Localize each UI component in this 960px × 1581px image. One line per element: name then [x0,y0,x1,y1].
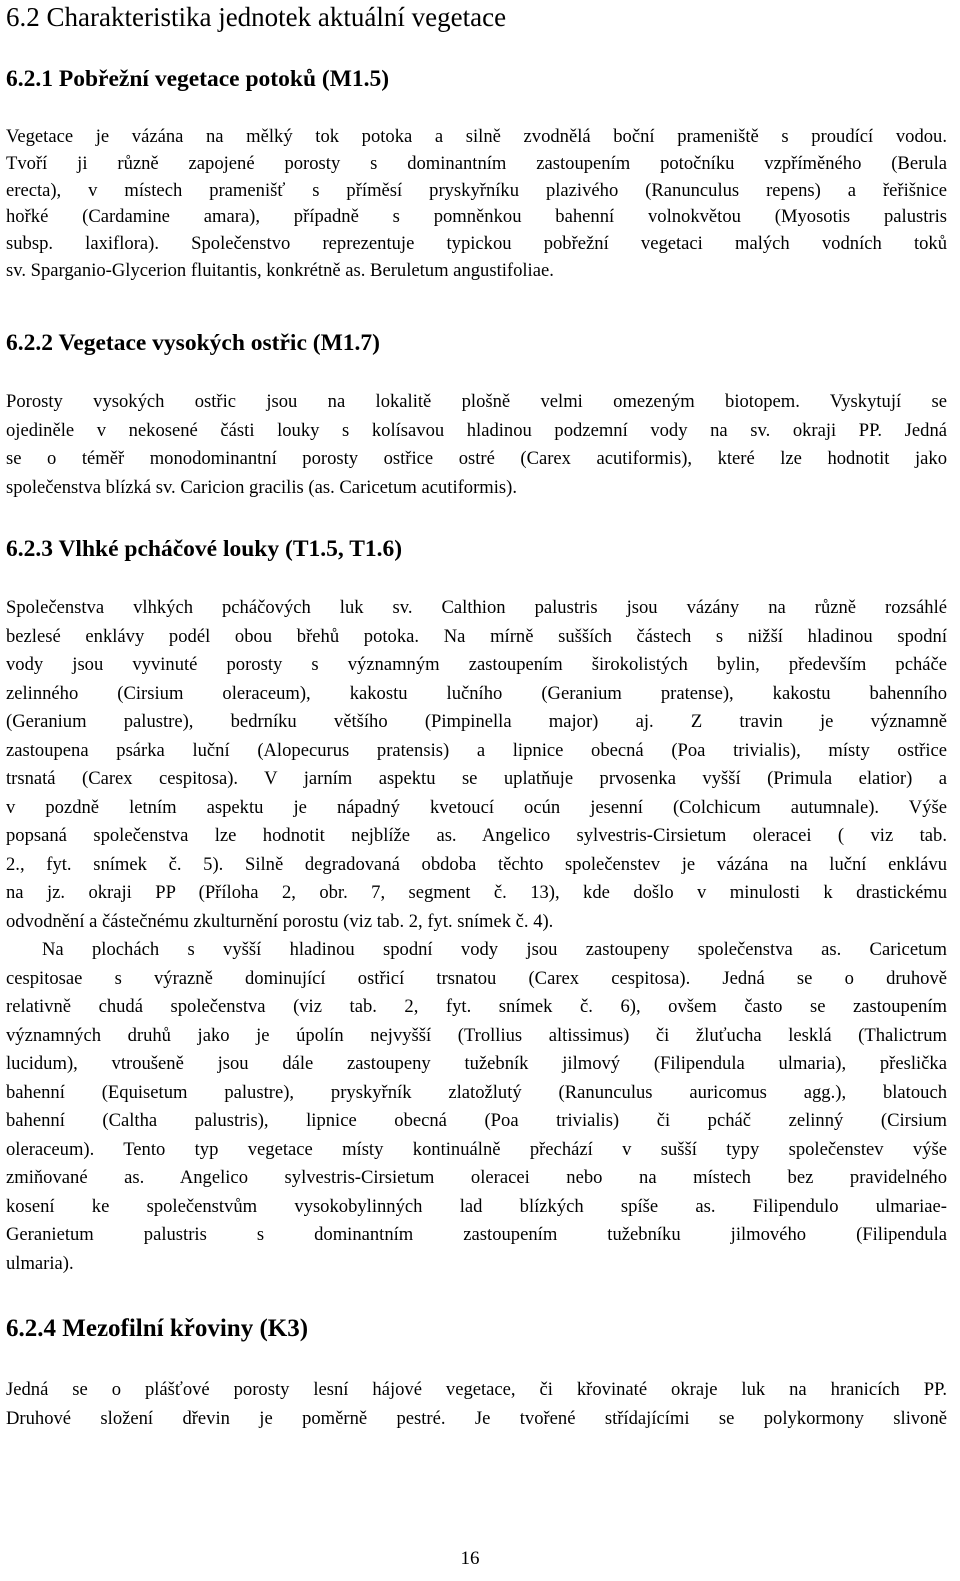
paragraph-k3 [6,1376,947,1433]
text-line: ojediněle v nekosené části louky s kolísavou hladinou podzemní vody na sv. okraji PP. Jedná [6,419,947,441]
paragraph-t1-5-a [6,594,947,936]
text-line: lucidum), vtroušeně jsou dále zastoupeny tužebník jilmový (Filipendula ulmaria), přeslička [6,1053,947,1074]
text-line: bahenní (Caltha palustris), lipnice obecná (Poa trivialis) či pcháč zelinný (Cirsium [6,1110,947,1131]
text-line: bahenní (Equisetum palustre), pryskyřník zlatožlutý (Ranunculus auricomus agg.), blatouch [6,1081,947,1103]
subsection-title-m1-5: 6.2.1 Pobřežní vegetace potoků (M1.5) [6,66,390,92]
text-line: sv. Sparganio-Glycerion fluitantis, konkrétně as. Beruletum angustifoliae. [6,259,554,281]
text-line: 2., fyt. snímek č. 5). Silně degradovaná obdoba těchto společenstev je vázána na luční enklávu [6,853,947,875]
text-line: Vegetace je vázána na mělký tok potoka a silně zvodnělá boční prameniště s proudící vodou. [6,126,947,147]
text-line: společenstva blízká sv. Caricion gracilis (as. Caricetum acutiformis). [6,476,517,498]
text-line: subsp. laxiflora). Společenstvo reprezentuje typickou pobřežní vegetaci malých vodních toků [6,233,947,255]
text-line: (Geranium palustre), bedrníku většího (Pimpinella major) aj. Z travin je významně [6,711,947,732]
text-line: Společenstva vlhkých pcháčových luk sv. Calthion palustris jsou vázány na různě rozsáhlé [6,597,947,618]
subsection-title-m1-7: 6.2.2 Vegetace vysokých ostřic (M1.7) [6,330,380,356]
text-line: Na plochách s vyšší hladinou spodní vody jsou zastoupeny společenstva as. Caricetum [42,939,947,960]
subsection-title-k3: 6.2.4 Mezofilní křoviny (K3) [6,1315,309,1342]
text-line: ulmaria). [6,1252,74,1274]
text-line: kosení ke společenstvům vysokobylinných lad blízkých spíše as. Filipendulo ulmariae- [6,1195,947,1217]
text-line: trsnatá (Carex cespitosa). V jarním aspektu se uplatňuje prvosenka vyšší (Primula elatior) a [6,768,947,789]
text-line: erecta), v místech pramenišť s příměsí pryskyřníku plazivého (Ranunculus repens) a řeřišnice [6,179,947,201]
page-number: 16 [460,1548,480,1569]
paragraph-t1-5-b [6,936,947,1278]
text-line: odvodnění a částečnému zkulturnění porostu (viz tab. 2, fyt. snímek č. 4). [6,910,554,932]
text-line: cespitosae s výrazně dominující ostřicí trsnatou (Carex cespitosa). Jedná se o druhově [6,967,947,989]
paragraph-m1-5 [6,124,947,285]
text-line: bezlesé enklávy podél obou břehů potoka. Na mírně sušších částech s nižší hladinou spodní [6,625,947,647]
text-line: Druhové složení dřevin je poměrně pestré. Je tvořené střídajícími se polykormony slivoně [6,1407,947,1429]
subsection-title-t1-5: 6.2.3 Vlhké pcháčové louky (T1.5, T1.6) [6,536,403,562]
section-title: 6.2 Charakteristika jednotek aktuální vegetace [6,2,507,32]
text-line: v pozdně letním aspektu je nápadný kvetoucí ocún jesenní (Colchicum autumnale). Výše [6,796,947,818]
text-line: na jz. okraji PP (Příloha 2, obr. 7, segment č. 13), kde došlo v minulosti k drastickému [6,882,947,903]
text-line: zastoupena psárka luční (Alopecurus pratensis) a lipnice obecná (Poa trivialis), místy ostřice [6,739,947,761]
text-line: popsaná společenstva lze hodnotit nejblíže as. Angelico sylvestris-Cirsietum oleracei ( viz tab. [6,825,947,846]
text-line: zelinného (Cirsium oleraceum), kakostu lučního (Geranium pratense), kakostu bahenního [6,682,947,704]
text-line: se o téměř monodominantní porosty ostřice ostré (Carex acutiformis), které lze hodnotit jako [6,448,947,469]
text-line: Geranietum palustris s dominantním zastoupením tužebníku jilmového (Filipendula [6,1224,947,1245]
text-line: vody jsou vyvinuté porosty s významným zastoupením širokolistých bylin, především pcháče [6,654,947,675]
text-line: Porosty vysokých ostřic jsou na lokalitě plošně velmi omezeným biotopem. Vyskytují se [6,391,947,412]
text-line: relativně chudá společenstva (viz tab. 2, fyt. snímek č. 6), ovšem často se zastoupením [6,996,947,1017]
text-line: hořké (Cardamine amara), případně s pomněnkou bahenní volnokvětou (Myosotis palustris [6,206,947,228]
text-line: oleraceum). Tento typ vegetace místy kontinuálně přechází v sušší typy společenstev výše [6,1138,947,1160]
text-line: Tvoří ji různě zapojené porosty s dominantním zastoupením potočníku vzpříměného (Berula [6,152,947,174]
text-line: zmiňované as. Angelico sylvestris-Cirsietum oleracei nebo na místech bez pravidelného [6,1167,947,1188]
paragraph-m1-7 [6,388,947,502]
text-line: významných druhů jako je úpolín nejvyšší (Trollius altissimus) či žluťucha lesklá (Thalictrum [6,1024,947,1046]
text-line: Jedná se o plášťové porosty lesní hájové vegetace, či křovinaté okraje luk na hranicích PP. [6,1379,947,1400]
